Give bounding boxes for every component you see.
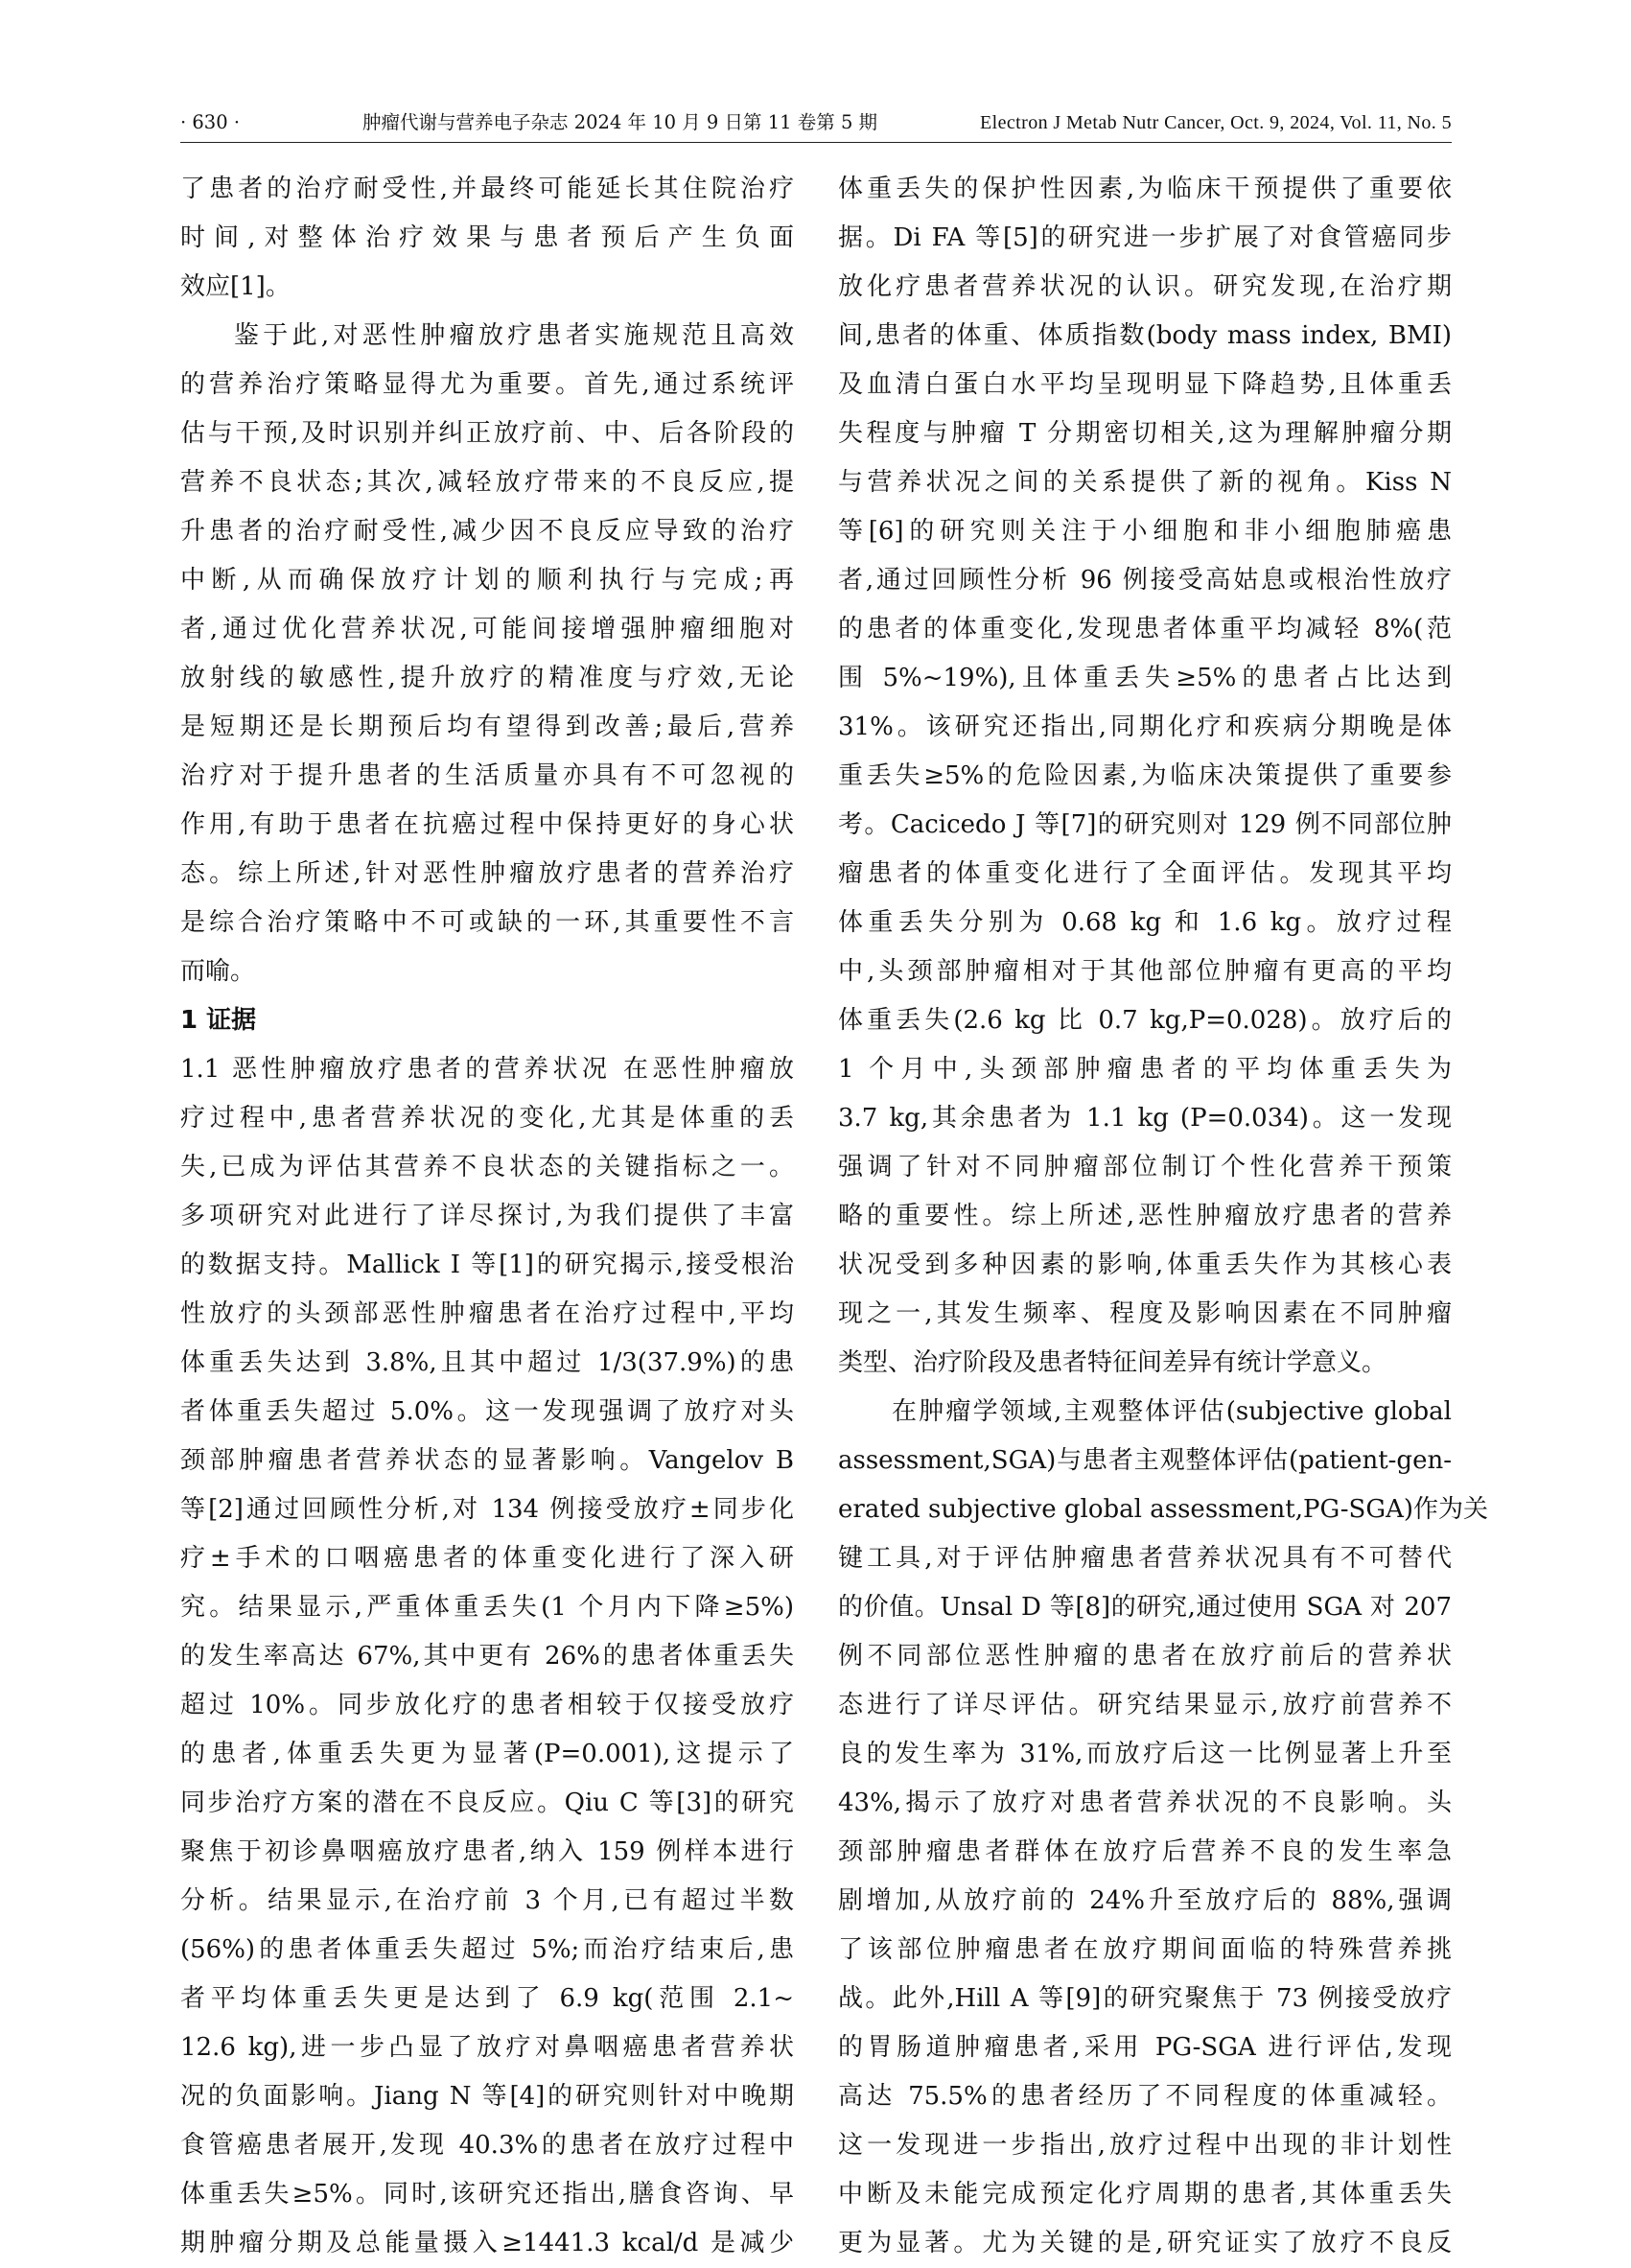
text-line: 与营养状况之间的关系提供了新的视角。Kiss N bbox=[838, 468, 1452, 497]
text-line: 体重丢失分别为 0.68 kg 和 1.6 kg。放疗过程 bbox=[838, 908, 1452, 937]
text-line: 高达 75.5%的患者经历了不同程度的体重减轻。 bbox=[838, 2082, 1452, 2111]
text-line: 战。此外,Hill A 等[9]的研究聚焦于 73 例接受放疗 bbox=[838, 1984, 1452, 2013]
text-line: 间,患者的体重、体质指数(body mass index, BMI) bbox=[838, 321, 1452, 350]
text-line: 键工具,对于评估肿瘤患者营养状况具有不可替代 bbox=[838, 1544, 1452, 1573]
text-line: 多项研究对此进行了详尽探讨,为我们提供了丰富 bbox=[180, 1202, 794, 1230]
section-heading: 1 证据 bbox=[180, 1006, 257, 1035]
text-line: 分析。结果显示,在治疗前 3 个月,已有超过半数 bbox=[180, 1886, 794, 1915]
running-header bbox=[180, 104, 1452, 143]
text-line: 43%,揭示了放疗对患者营养状况的不良影响。头 bbox=[838, 1789, 1452, 1817]
text-line: 中断及未能完成预定化疗周期的患者,其体重丢失 bbox=[838, 2180, 1452, 2209]
text-line: 良的发生率为 31%,而放疗后这一比例显著上升至 bbox=[838, 1740, 1452, 1768]
text-line: 1 个月中,头颈部肿瘤患者的平均体重丢失为 bbox=[838, 1055, 1452, 1084]
text-line: 了患者的治疗耐受性,并最终可能延长其住院治疗 bbox=[180, 175, 794, 203]
text-line: 及血清白蛋白水平均呈现明显下降趋势,且体重丢 bbox=[838, 370, 1452, 399]
text-line: 失,已成为评估其营养不良状态的关键指标之一。 bbox=[180, 1153, 794, 1181]
text-line: 态。综上所述,针对恶性肿瘤放疗患者的营养治疗 bbox=[180, 859, 794, 888]
text-line: 体重丢失≥5%。同时,该研究还指出,膳食咨询、早 bbox=[180, 2180, 794, 2209]
text-line: 更为显著。尤为关键的是,研究证实了放疗不良反 bbox=[838, 2229, 1452, 2257]
text-line: 治疗对于提升患者的生活质量亦具有不可忽视的 bbox=[180, 761, 794, 790]
text-line: 的胃肠道肿瘤患者,采用 PG-SGA 进行评估,发现 bbox=[838, 2033, 1452, 2062]
text-line: 食管癌患者展开,发现 40.3%的患者在放疗过程中 bbox=[180, 2131, 794, 2160]
text-line: 考。Cacicedo J 等[7]的研究则对 129 例不同部位肿 bbox=[838, 810, 1452, 839]
text-line: 的数据支持。Mallick I 等[1]的研究揭示,接受根治 bbox=[180, 1251, 794, 1279]
text-line: 者体重丢失超过 5.0%。这一发现强调了放疗对头 bbox=[180, 1397, 794, 1426]
page-number: · 630 · bbox=[180, 111, 241, 133]
text-line: 而喻。 bbox=[180, 957, 256, 986]
text-line: 3.7 kg,其余患者为 1.1 kg (P=0.034)。这一发现 bbox=[838, 1104, 1452, 1133]
text-line: 同步治疗方案的潜在不良反应。Qiu C 等[3]的研究 bbox=[180, 1789, 794, 1817]
text-line: 效应[1]。 bbox=[180, 272, 291, 301]
text-line: 状况受到多种因素的影响,体重丢失作为其核心表 bbox=[838, 1251, 1452, 1279]
text-line: 是综合治疗策略中不可或缺的一环,其重要性不言 bbox=[180, 908, 794, 937]
text-line: 类型、治疗阶段及患者特征间差异有统计学意义。 bbox=[838, 1348, 1387, 1377]
text-line: 放化疗患者营养状况的认识。研究发现,在治疗期 bbox=[838, 272, 1452, 301]
text-line: 鉴于此,对恶性肿瘤放疗患者实施规范且高效 bbox=[234, 321, 794, 350]
text-line: 的营养治疗策略显得尤为重要。首先,通过系统评 bbox=[180, 370, 794, 399]
text-line: 了该部位肿瘤患者在放疗期间面临的特殊营养挑 bbox=[838, 1935, 1452, 1964]
text-line: 估与干预,及时识别并纠正放疗前、中、后各阶段的 bbox=[180, 419, 794, 448]
text-line: 现之一,其发生频率、程度及影响因素在不同肿瘤 bbox=[838, 1299, 1452, 1328]
text-line: 性放疗的头颈部恶性肿瘤患者在治疗过程中,平均 bbox=[180, 1299, 794, 1328]
text-line: 的价值。Unsal D 等[8]的研究,通过使用 SGA 对 207 bbox=[838, 1593, 1452, 1622]
text-line: 的患者,体重丢失更为显著(P=0.001),这提示了 bbox=[180, 1740, 794, 1768]
text-line: 升患者的治疗耐受性,减少因不良反应导致的治疗 bbox=[180, 517, 794, 546]
text-line: 重丢失≥5%的危险因素,为临床决策提供了重要参 bbox=[838, 761, 1452, 790]
text-line: 的发生率高达 67%,其中更有 26%的患者体重丢失 bbox=[180, 1642, 794, 1671]
text-line: 体重丢失达到 3.8%,且其中超过 1/3(37.9%)的患 bbox=[180, 1348, 794, 1377]
text-line: 等[2]通过回顾性分析,对 134 例接受放疗±同步化 bbox=[180, 1495, 794, 1524]
text-line: 围 5%~19%),且体重丢失≥5%的患者占比达到 bbox=[838, 664, 1452, 692]
text-line: 作用,有助于患者在抗癌过程中保持更好的身心状 bbox=[180, 810, 794, 839]
text-line: assessment,SGA)与患者主观整体评估(patient-gen- bbox=[838, 1446, 1452, 1475]
text-line: 者,通过回顾性分析 96 例接受高姑息或根治性放疗 bbox=[838, 566, 1452, 595]
text-line: 颈部肿瘤患者营养状态的显著影响。Vangelov B bbox=[180, 1446, 794, 1475]
text-line: 剧增加,从放疗前的 24%升至放疗后的 88%,强调 bbox=[838, 1886, 1452, 1915]
text-line: (56%)的患者体重丢失超过 5%;而治疗结束后,患 bbox=[180, 1935, 794, 1964]
journal-title-cn: 肿瘤代谢与营养电子杂志 2024 年 10 月 9 日第 11 卷第 5 期 bbox=[362, 111, 878, 133]
text-line: 中,头颈部肿瘤相对于其他部位肿瘤有更高的平均 bbox=[838, 957, 1452, 986]
text-line: 态进行了详尽评估。研究结果显示,放疗前营养不 bbox=[838, 1691, 1452, 1719]
text-line: 是短期还是长期预后均有望得到改善;最后,营养 bbox=[180, 713, 794, 741]
journal-title-en: Electron J Metab Nutr Cancer, Oct. 9, 2024, Vol. 11, No. 5 bbox=[980, 112, 1452, 133]
text-line: 在肿瘤学领域,主观整体评估(subjective global bbox=[892, 1397, 1452, 1426]
text-line: 究。结果显示,严重体重丢失(1 个月内下降≥5%) bbox=[180, 1593, 794, 1622]
text-line: 营养不良状态;其次,减轻放疗带来的不良反应,提 bbox=[180, 468, 794, 497]
text-line: 例不同部位恶性肿瘤的患者在放疗前后的营养状 bbox=[838, 1642, 1452, 1671]
text-line: 者平均体重丢失更是达到了 6.9 kg(范围 2.1~ bbox=[180, 1984, 794, 2013]
text-line: 颈部肿瘤患者群体在放疗后营养不良的发生率急 bbox=[838, 1837, 1452, 1866]
text-line: 时间,对整体治疗效果与患者预后产生负面 bbox=[180, 223, 794, 252]
text-line: 放射线的敏感性,提升放疗的精准度与疗效,无论 bbox=[180, 664, 794, 692]
text-line: 12.6 kg),进一步凸显了放疗对鼻咽癌患者营养状 bbox=[180, 2033, 794, 2062]
text-line: 31%。该研究还指出,同期化疗和疾病分期晚是体 bbox=[838, 713, 1452, 741]
text-line: erated subjective global assessment,PG-SGA)作为关 bbox=[838, 1495, 1489, 1524]
text-line: 超过 10%。同步放化疗的患者相较于仅接受放疗 bbox=[180, 1691, 794, 1719]
text-line: 据。Di FA 等[5]的研究进一步扩展了对食管癌同步 bbox=[838, 223, 1452, 252]
text-line: 疗过程中,患者营养状况的变化,尤其是体重的丢 bbox=[180, 1104, 794, 1133]
text-line: 体重丢失(2.6 kg 比 0.7 kg,P=0.028)。放疗后的 bbox=[838, 1006, 1452, 1035]
text-line: 聚焦于初诊鼻咽癌放疗患者,纳入 159 例样本进行 bbox=[180, 1837, 794, 1866]
text-line: 中断,从而确保放疗计划的顺利执行与完成;再 bbox=[180, 566, 794, 595]
text-line: 期肿瘤分期及总能量摄入≥1441.3 kcal/d 是减少 bbox=[180, 2229, 794, 2257]
text-line: 等[6]的研究则关注于小细胞和非小细胞肺癌患 bbox=[838, 517, 1452, 546]
text-line: 的患者的体重变化,发现患者体重平均减轻 8%(范 bbox=[838, 615, 1452, 643]
text-line: 失程度与肿瘤 T 分期密切相关,这为理解肿瘤分期 bbox=[838, 419, 1452, 448]
text-line: 强调了针对不同肿瘤部位制订个性化营养干预策 bbox=[838, 1153, 1452, 1181]
text-line: 这一发现进一步指出,放疗过程中出现的非计划性 bbox=[838, 2131, 1452, 2160]
text-line: 瘤患者的体重变化进行了全面评估。发现其平均 bbox=[838, 859, 1452, 888]
text-line: 疗±手术的口咽癌患者的体重变化进行了深入研 bbox=[180, 1544, 794, 1573]
text-line: 略的重要性。综上所述,恶性肿瘤放疗患者的营养 bbox=[838, 1202, 1452, 1230]
text-line: 者,通过优化营养状况,可能间接增强肿瘤细胞对 bbox=[180, 615, 794, 643]
text-line: 况的负面影响。Jiang N 等[4]的研究则针对中晚期 bbox=[180, 2082, 794, 2111]
text-line: 1.1 恶性肿瘤放疗患者的营养状况 在恶性肿瘤放 bbox=[180, 1055, 794, 1084]
text-line: 体重丢失的保护性因素,为临床干预提供了重要依 bbox=[838, 175, 1452, 203]
